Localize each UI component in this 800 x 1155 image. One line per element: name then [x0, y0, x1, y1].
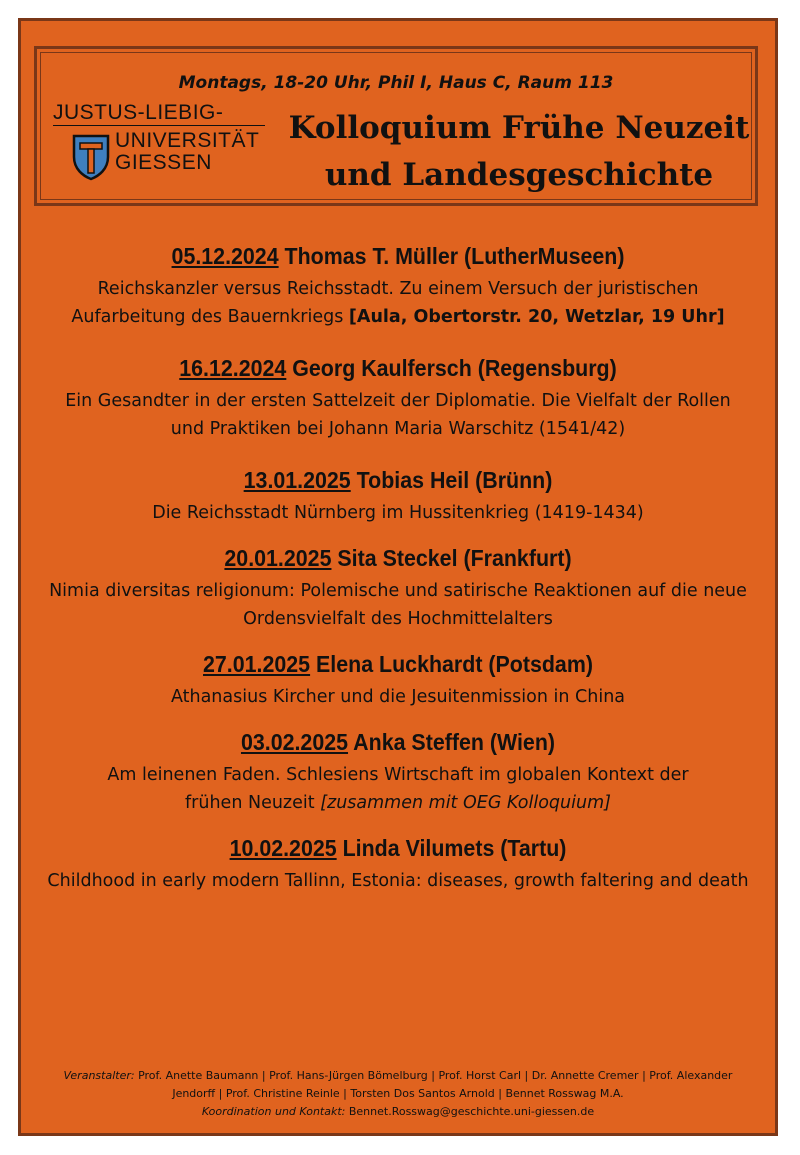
event-item: [21, 727, 775, 817]
footer-contact: [51, 1103, 745, 1121]
event-joint-note: [zusammen mit OEG Kolloquium]: [320, 793, 611, 813]
event-description-text: Athanasius Kircher und die Jesuitenmission in China: [170, 687, 626, 707]
event-item: [21, 649, 775, 711]
event-description: [21, 761, 775, 817]
event-description-text: Childhood in early modern Tallinn, Estonia: diseases, growth faltering and death: [47, 871, 749, 891]
university-logo: [53, 101, 283, 181]
event-speaker: Tobias Heil (Brünn): [356, 467, 553, 493]
contact-label: Koordination und Kontakt:: [201, 1105, 346, 1118]
event-location-note: [Aula, Obertorstr. 20, Wetzlar, 19 Uhr]: [348, 307, 725, 327]
event-description: [21, 499, 775, 527]
event-date: 16.12.2024: [179, 355, 287, 381]
shield-icon: [71, 133, 111, 181]
event-heading: [47, 833, 748, 863]
event-speaker: Georg Kaulfersch (Regensburg): [292, 355, 617, 381]
event-date: 05.12.2024: [171, 243, 279, 269]
event-heading: [47, 353, 748, 383]
event-description: [21, 577, 775, 633]
event-description-text: Nimia diversitas religionum: Polemische und satirische Reaktionen auf die neue Ordensvielfalt des Hochmittelalters: [49, 581, 747, 629]
event-heading: [47, 241, 748, 271]
event-date: 20.01.2025: [224, 545, 332, 571]
event-item: [21, 833, 775, 895]
event-description: [21, 275, 775, 331]
event-heading: [47, 727, 748, 757]
event-description-text: Die Reichsstadt Nürnberg im Hussitenkrieg (1419-1434): [152, 503, 644, 523]
event-list: [21, 241, 775, 895]
logo-line1: JUSTUS-LIEBIG-: [53, 101, 224, 124]
event-date: 13.01.2025: [243, 467, 351, 493]
organizers-list: Prof. Anette Baumann | Prof. Hans-Jürgen Bömelburg | Prof. Horst Carl | Dr. Annette Cremer | Prof. Alexander Jendorff | Prof. Christine Reinle | Torsten Dos Santos Arnold | Bennet Rosswag M.A.: [138, 1069, 733, 1100]
poster: [18, 18, 778, 1136]
event-date: 03.02.2025: [240, 729, 349, 755]
footer: [51, 1067, 745, 1121]
event-description-text: Ein Gesandter in der ersten Sattelzeit der Diplomatie. Die Vielfalt der Rollen und Praktiken bei Johann Maria Warschitz (1541/42): [65, 391, 731, 439]
event-item: [21, 353, 775, 443]
event-item: [21, 465, 775, 527]
title-line2: und Landesgeschichte: [324, 157, 714, 193]
organizers-label: Veranstalter:: [63, 1069, 135, 1082]
event-heading: [47, 465, 748, 495]
event-date: 10.02.2025: [229, 835, 337, 861]
event-speaker: Anka Steffen (Wien): [353, 729, 556, 755]
event-speaker: Elena Luckhardt (Potsdam): [316, 651, 593, 677]
meeting-info: Montags, 18-20 Uhr, Phil I, Haus C, Raum 113: [178, 73, 614, 93]
logo-rule: [53, 125, 265, 126]
event-heading: [47, 543, 748, 573]
event-date: 27.01.2025: [203, 651, 311, 677]
event-speaker: Sita Steckel (Frankfurt): [337, 545, 572, 571]
header-box: [34, 46, 758, 206]
event-description: [21, 867, 775, 895]
contact-email[interactable]: Bennet.Rosswag@geschichte.uni-giessen.de: [348, 1105, 595, 1118]
event-description: [21, 683, 775, 711]
event-heading: [47, 649, 748, 679]
logo-line2: UNIVERSITÄT: [115, 129, 260, 152]
event-item: [21, 241, 775, 331]
event-description: [21, 387, 775, 443]
page-title: [279, 105, 759, 199]
event-speaker: Linda Vilumets (Tartu): [342, 835, 567, 861]
event-item: [21, 543, 775, 633]
footer-organizers: [51, 1067, 745, 1103]
event-speaker: Thomas T. Müller (LutherMuseen): [284, 243, 625, 269]
title-line1: Kolloquium Frühe Neuzeit: [288, 110, 750, 146]
logo-line3: GIESSEN: [115, 151, 212, 174]
event-description-text: Am leinenen Faden. Schlesiens Wirtschaft im globalen Kontext der frühen Neuzeit: [107, 765, 689, 813]
event-description-text: Reichskanzler versus Reichsstadt. Zu einem Versuch der juristischen Aufarbeitung des Bauernkriegs: [71, 279, 699, 327]
